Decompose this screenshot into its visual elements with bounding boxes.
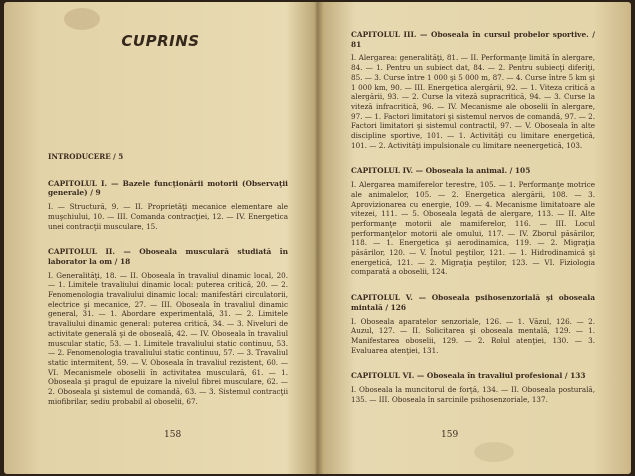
chapter-sections: I. Oboseala aparatelor senzoriale, 126. — 1. Văzul, 126. — 2. Auzul, 127. — II. Solicitarea şi oboseala mentală, 129. — 1. Manifestarea oboselii, 129. — 2. Rolul atenţiei, 130. — 3. Evaluarea atenţiei, 131. — [351, 316, 595, 355]
chapter-title: CAPITOLUL III. — Oboseala în cursul probelor sportive. / 81 — [351, 30, 595, 49]
chapter-title: CAPITOLUL I. — Bazele funcţionării motorii (Observaţii generale) / 9 — [48, 178, 288, 198]
chapter-sections: I. Generalităţi, 18. — II. Oboseala în travaliul dinamic local, 20. — 1. Limitele travaliului dinamic local: puterea critică, 20. — 2. Fenomenologia travaliului dinamic local: manifestări circulatorii, electrice şi mecanice, 27. — III. Oboseala în travaliul dinamic general, 31. — 1. Abordare experimentală, 31. — 2. Limitele travaliului dinamic general: puterea critică, 34. — 3. Niveluri de activitate generală şi de oboseală, 42. — IV. Oboseala în travaliul muscular static, 53. — 1. Limitele travaliului static continuu, 53. — 2. Fenomenologia travaliului static continuu, 57. — 3. Travaliul static intermitent, 59. — V. Oboseala în travaliul rezistent, 60. — VI. Mecanismele oboselii în activitatea musculară, 61. — 1. Oboseala şi pragul de epuizare la nivelul fibrei musculare, 62. — 2. Oboseala şi sistemul de comandă, 63. — 3. Sistemul contracţii miofibrilar, sediu probabil al oboselii, 67. — [48, 270, 288, 406]
toc-intro: INTRODUCERE / 5 — [48, 152, 124, 161]
chapter-sections: I. Oboseala la muncitorul de forţă, 134. — II. Oboseala posturală, 135. — III. Oboseala în sarcinile psihosenzoriale, 137. — [351, 385, 595, 404]
toc-chapter — [351, 30, 595, 150]
left-page — [4, 2, 317, 474]
chapter-title: CAPITOLUL IV. — Oboseala la animal. / 105 — [351, 166, 531, 176]
page-number: 158 — [164, 430, 182, 440]
toc-chapter — [351, 371, 595, 404]
page-number: 159 — [441, 430, 459, 440]
chapter-sections: I. Alergarea mamiferelor terestre, 105. — 1. Performanţe motrice ale animalelor, 105. — 2. Energetica alergării, 108. — 3. Aprovizionarea cu energie, 109. — 4. Mecanisme limitatoare ale vitezei, 111. — 5. Oboseala legată de alergare, 113. — II. Alte performanţe motorii ale mamiferelor, 116. — III. Locul performanţelor motorii ale omului, 117. — IV. Zborul păsărilor, 118. — 1. Energetica şi aerodinamica, 119. — 2. Migraţia păsărilor, 120. — V. Înotul peştilor, 121. — 1. Hidrodinamică şi energetică, 121. — 2. Migraţia peştilor, 123. — VI. Fiziologia comparată a oboselii, 124. — [351, 180, 595, 277]
right-toc-column — [351, 30, 595, 421]
chapter-sections: I. Alergarea: generalităţi, 81. — II. Performanţe limită în alergare, 84. — 1. Pentru un subiect dat, 84. — 2. Pentru subiecţi diferiţi, 85. — 3. Curse între 1 000 şi 5 000 m, 87. — 4. Curse între 5 km şi 1 000 km, 90. — III. Energetica alergării, 92. — 1. Viteza critică a alergării, 93. — 2. Curse la viteză supracritică, 94. — 3. Curse la viteză infracritică, 96. — IV. Mecanisme ale oboselii în alergare, 97. — 1. Factori limitatori şi sistemul nervos de comandă, 97. — 2. Factori limitatori şi sistemul contractil, 97. — V. Oboseala în alte discipline sportive, 101. — 1. Activităţi cu limitare energetică, 101. — 2. Activităţi impulsionale cu limitare neenergetică, 103. — [351, 53, 595, 150]
chapter-title: CAPITOLUL II. — Oboseala musculară studiată în laborator la om / 18 — [48, 247, 288, 266]
chapter-title: CAPITOLUL VI. — Oboseala în travaliul profesional / 133 — [351, 371, 586, 381]
chapter-sections: I. — Structură, 9. — II. Proprietăţi mecanice elementare ale muşchiului, 10. — III. Comanda contracţiei, 12. — IV. Energetica unei contracţii musculare, 15. — [48, 202, 288, 231]
toc-chapter — [48, 247, 288, 406]
contents-heading: CUPRINS — [121, 32, 200, 50]
left-toc-column — [48, 152, 288, 422]
toc-chapter — [48, 179, 288, 232]
book-spread — [4, 2, 631, 474]
chapter-title: CAPITOLUL V. — Oboseala psihosenzorială şi oboseala mintală / 126 — [351, 293, 595, 312]
toc-chapter — [351, 166, 595, 277]
right-page — [317, 2, 631, 474]
toc-chapter — [351, 293, 595, 355]
